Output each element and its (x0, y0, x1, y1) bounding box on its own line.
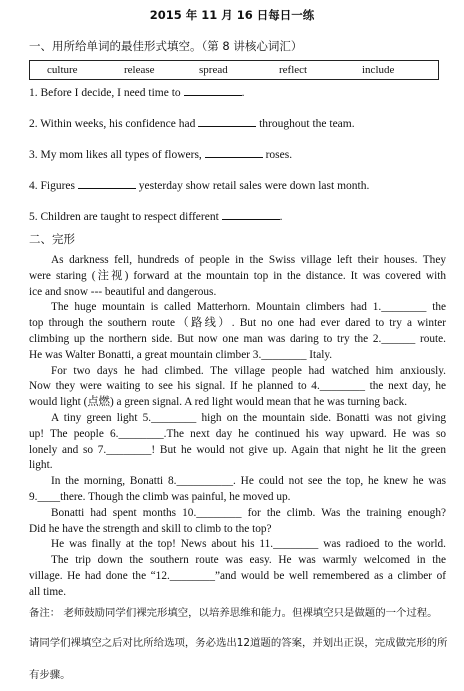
question-text: 1. Before I decide, I need time to (29, 87, 181, 99)
question-1 (29, 84, 244, 99)
passage-line: village. He had done the “12.________”and would be well remembered as a climber of (29, 569, 446, 582)
passage-line: all time. (29, 585, 67, 598)
passage-line: As darkness fell, hundreds of people in the Swiss village left their houses. They (51, 254, 446, 266)
answer-blank[interactable] (78, 177, 136, 189)
instruction-line: 请同学们裸填空之后对比所给选项，务必选出12道题的答案，并划出正误，完成做完形的所 (29, 637, 448, 649)
question-text: yesterday show retail sales were down last month. (138, 180, 370, 192)
passage-line: Bonatti had spent months 10.________ for the climb. Was the training enough? (51, 506, 446, 519)
question-2 (29, 115, 355, 130)
question-text: 4. Figures (29, 180, 75, 192)
passage-line: A tiny green light 5.________ high on the mountain side. Bonatti was not giving (51, 411, 446, 424)
passage-line: light. (29, 459, 53, 472)
question-4 (29, 177, 369, 192)
passage-line: Now they were waiting to see his signal. If he planned to 4.________ the next day, he (29, 380, 446, 393)
passage-line: 9.____there. Though the climb was painful, he moved up. (29, 490, 291, 503)
passage-line: He was finally at the top! News about his 11.________ was radioed to the world. (51, 538, 446, 551)
passage-line: The trip down the southern route was easy. He was warmly welcomed in the (51, 554, 446, 567)
passage-line: would light (点燃) a green signal. A red light would mean that he was turning back. (29, 396, 408, 409)
question-3 (29, 146, 292, 161)
passage-line: lonely and so 7.________! But he would not give up. Again that night he lit the green (29, 443, 446, 456)
passage-line: were staring (注视) forward at the mountain top in the distance. It was covered with (29, 269, 446, 282)
word-bank-item: culture (47, 64, 78, 76)
word-bank-item: spread (199, 64, 228, 76)
question-text: throughout the team. (259, 118, 355, 130)
passage-line: The huge mountain is called Matterhorn. Mountain climbers had 1.________ the (51, 301, 446, 314)
word-bank-item: reflect (279, 64, 308, 76)
question-text: 3. My mom likes all types of flowers, (29, 149, 202, 161)
passage-line: For two days he had climbed. The village people had watched him anxiously. (51, 364, 446, 377)
question-text: 5. Children are taught to respect different (29, 211, 219, 223)
passage-line: Did he have the strength and skill to climb to the top? (29, 522, 272, 535)
passage-line: top through the southern route（路线）. But no one had ever dared to try a winter (29, 317, 446, 330)
section-1-heading: 一、用所给单词的最佳形式填空。（第 8 讲核心词汇） (29, 39, 303, 53)
answer-blank[interactable] (184, 84, 242, 96)
cloze-passage (29, 253, 446, 601)
answer-blank[interactable] (222, 208, 280, 220)
worksheet-title: 2015 年 11 月 16 日每日一练 (149, 8, 315, 22)
passage-line: ice and snow --- beautiful and dangerous. (29, 285, 217, 298)
instruction-line: 有步骤。 (29, 669, 71, 681)
question-5 (29, 208, 283, 223)
passage-line: In the morning, Bonatti 8.__________. He could not see the top, he knew he was (51, 475, 446, 488)
answer-blank[interactable] (198, 115, 256, 127)
passage-line: climbing up the northern side. But now one man was daring to try the 2.______ route. (29, 332, 446, 345)
answer-blank[interactable] (205, 146, 263, 158)
passage-line: up! The people 6.________.The next day he continued his way upward. He was so (29, 427, 446, 440)
question-text: roses. (265, 149, 293, 161)
section-2-heading: 二、完形 (29, 232, 75, 246)
teacher-note: 备注： 老师鼓励同学们裸完形填空，以培养思维和能力。但裸填空只是做题的一个过程。 (29, 607, 438, 619)
word-bank-box (29, 60, 439, 80)
question-text: . (241, 87, 245, 99)
word-bank-item: release (124, 64, 155, 76)
word-bank-item: include (362, 64, 395, 76)
question-text: . (279, 211, 283, 223)
passage-line: He was Walter Bonatti, a great mountain climber 3.________ Italy. (29, 348, 333, 361)
question-text: 2. Within weeks, his confidence had (29, 118, 196, 130)
